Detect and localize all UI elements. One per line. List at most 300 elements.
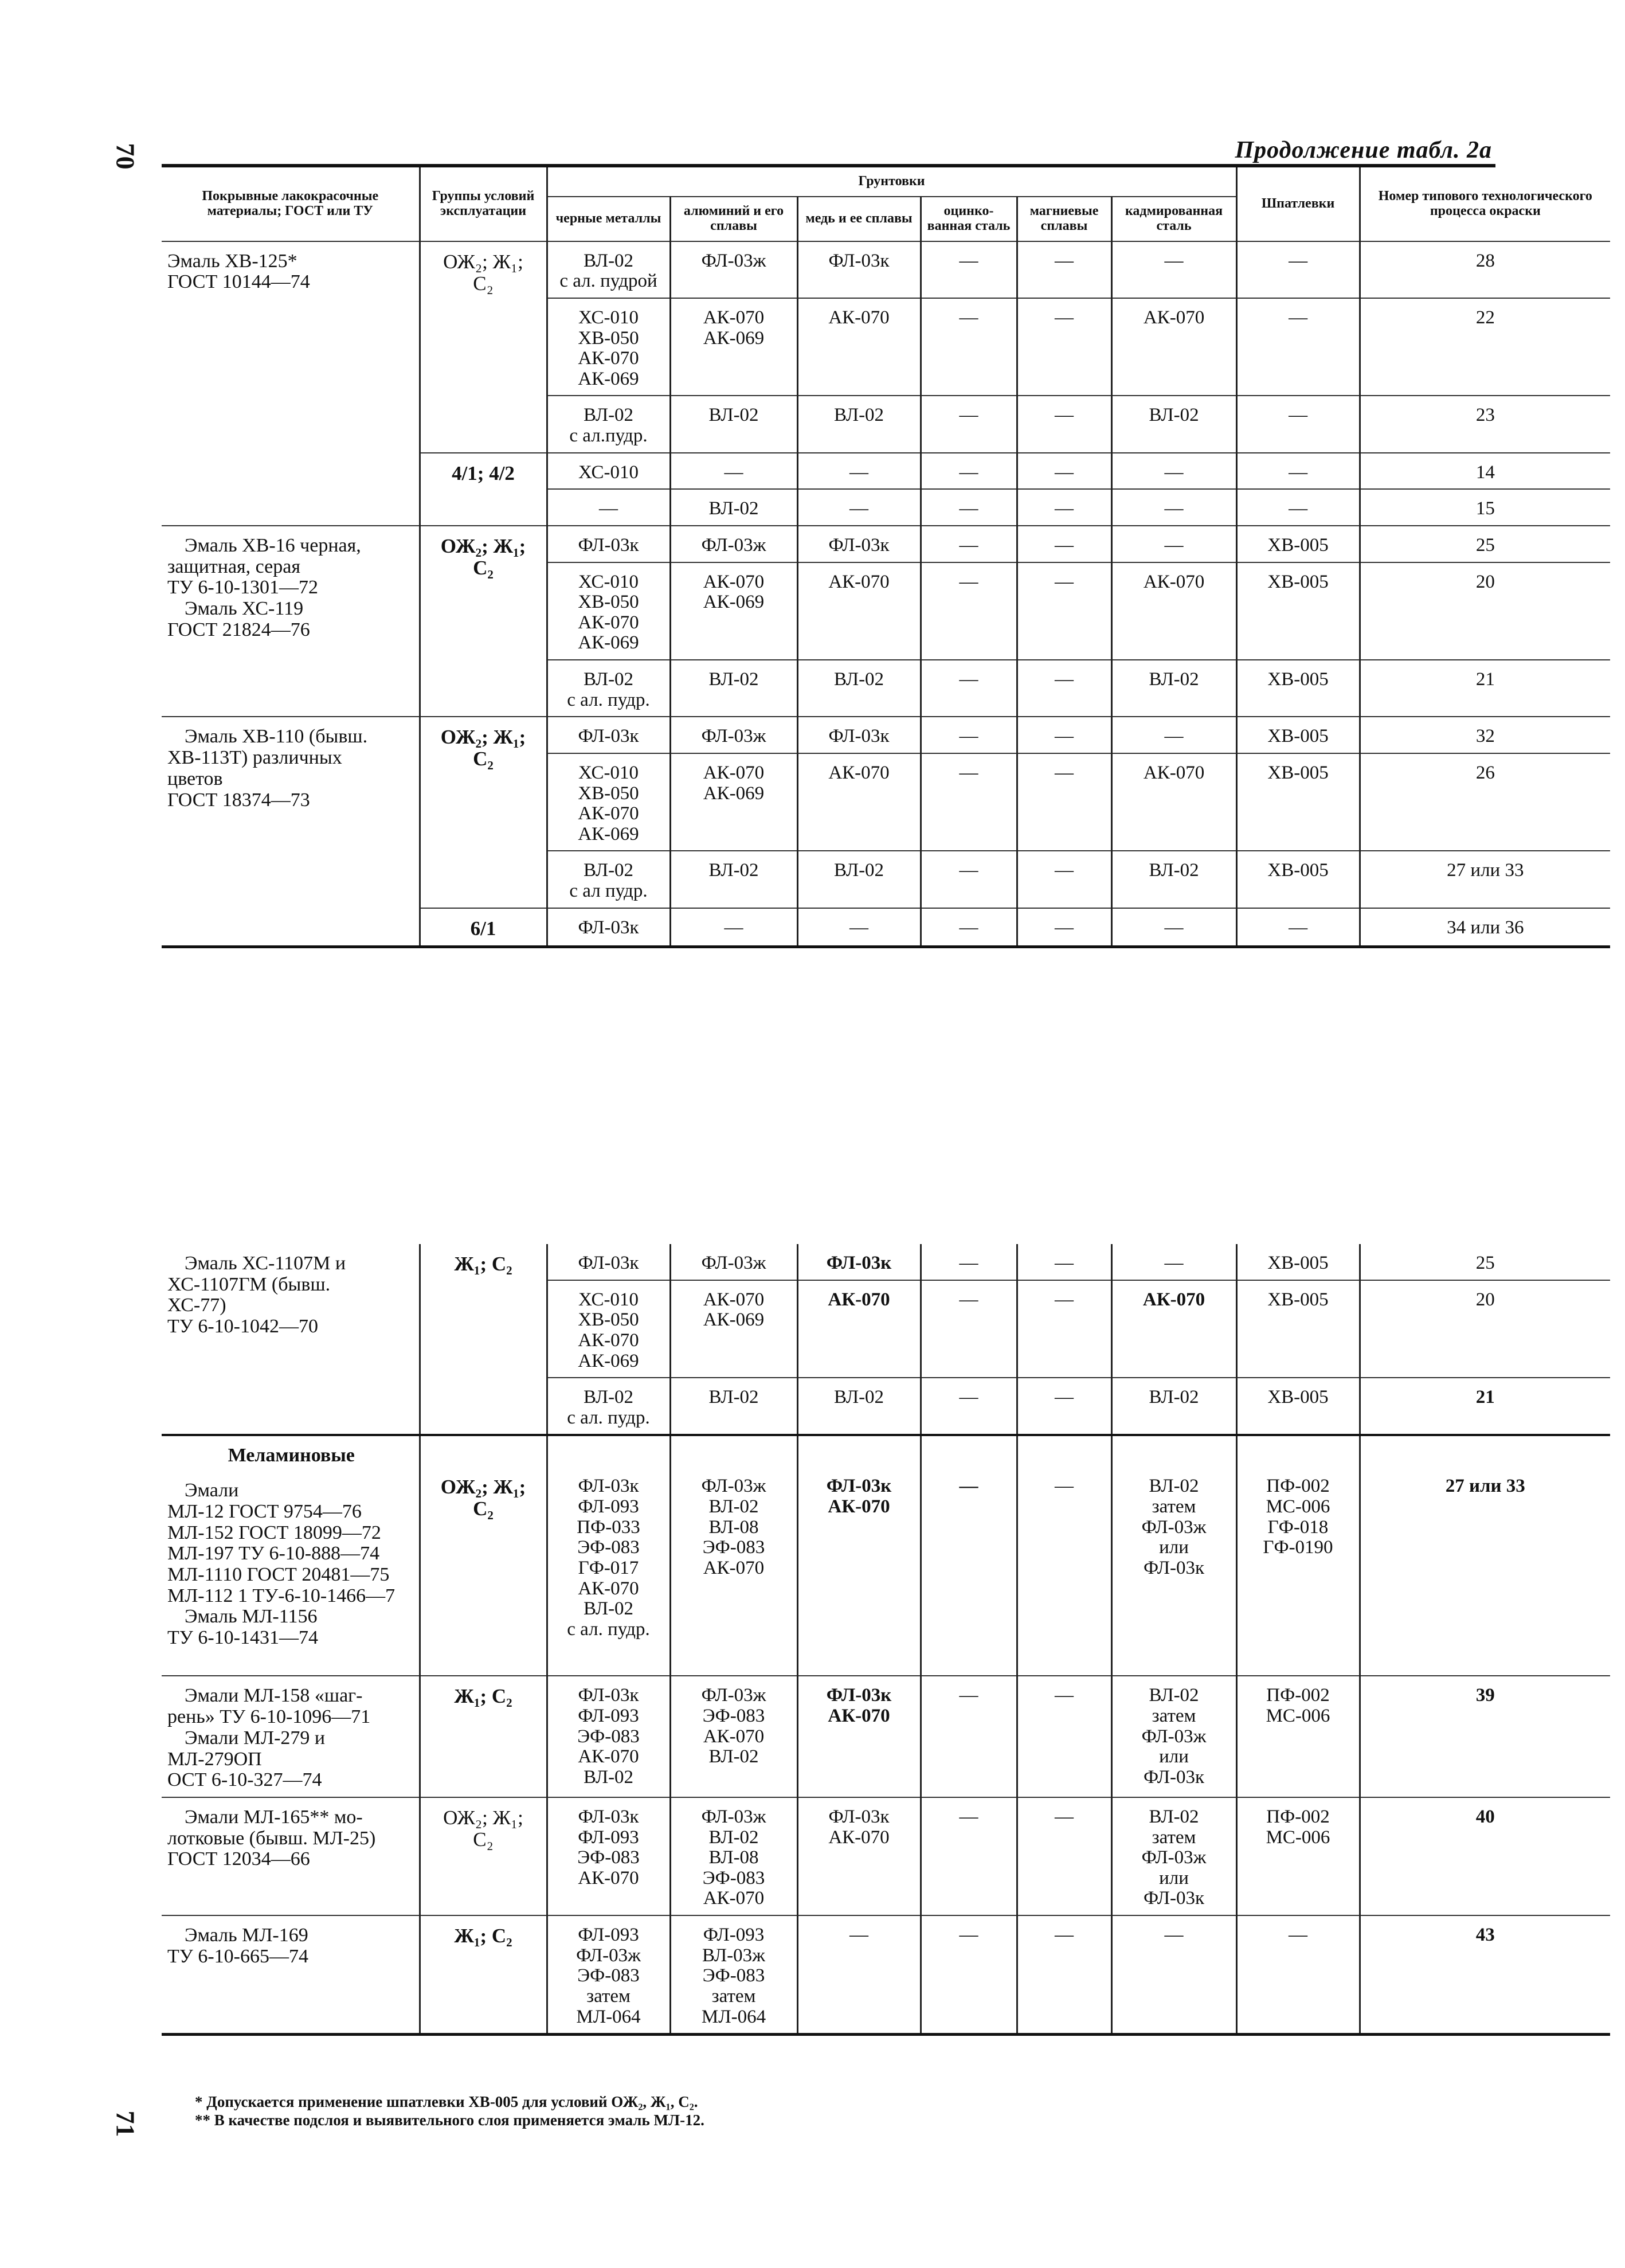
primer-cell: ФЛ-03к [797, 526, 921, 562]
value: ФЛ-03ж [576, 1945, 641, 1966]
material-gost: ТУ 6-10-1301—72 [167, 577, 318, 599]
material-name: МЛ-1110 ГОСТ 20481—75 [167, 1563, 390, 1585]
dash-cell: — [1017, 1797, 1111, 1915]
material-name: цветов [167, 768, 223, 789]
dash-cell: — [1236, 453, 1360, 490]
group-cell [420, 717, 547, 908]
putty-cell: ХВ-005 [1236, 851, 1360, 908]
primer-cell: ВЛ-02 [670, 851, 797, 908]
dash-cell: — [1111, 241, 1236, 298]
value: ФЛ-03к [578, 1685, 639, 1706]
material-cell [162, 1244, 420, 1435]
dash-cell: — [1017, 1244, 1111, 1280]
value: ВЛ-02 [583, 1766, 634, 1788]
table-row [162, 1676, 1610, 1797]
material-gost: ГОСТ 21824—76 [167, 619, 310, 640]
value: ВЛ-02 [1149, 1685, 1199, 1706]
material-gost: ГОСТ 12034—66 [167, 1848, 310, 1870]
value: ФЛ-03к [826, 1685, 892, 1706]
value: ЭФ-083 [702, 1867, 765, 1888]
value: ЭФ-083 [577, 1726, 640, 1747]
value: АК-070 [703, 1289, 765, 1310]
value: АК-070 [703, 1557, 765, 1578]
process-number: 28 [1360, 241, 1610, 298]
value: затем [1152, 1827, 1196, 1848]
primer-cell: ФЛ-03к [797, 241, 921, 298]
value: АК-069 [703, 327, 765, 349]
dash-cell: — [1111, 453, 1236, 490]
material-cell [162, 241, 420, 526]
material-name: Эмали МЛ-165** мо- [185, 1806, 363, 1828]
primer-cell [797, 1435, 921, 1676]
primer-cell: ВЛ-02 [670, 1378, 797, 1435]
group-cell [420, 241, 547, 453]
primer-cell [797, 1797, 921, 1915]
material-name: Эмаль ХВ-110 (бывш. [185, 726, 368, 748]
value: ВЛ-02 [1149, 1476, 1199, 1497]
value: АК-069 [578, 1350, 639, 1371]
col-zinc: оцинко-ванная сталь [921, 197, 1017, 241]
dash-cell: — [1017, 489, 1111, 526]
material-name: Эмаль ХС-119 [185, 598, 304, 620]
value: ФЛ-093 [578, 1496, 639, 1517]
dash-cell: — [1111, 526, 1236, 562]
table-row [162, 1244, 1610, 1280]
value: ВЛ-02 [708, 1827, 759, 1848]
dash-cell: — [1111, 1244, 1236, 1280]
group-text: С₂ [473, 1497, 494, 1520]
material-name: ХС-77) [167, 1295, 226, 1316]
table-row [162, 1435, 1610, 1676]
value: АК-070 [828, 1496, 890, 1517]
primer-cell: ВЛ-02 [1111, 660, 1236, 717]
col-process: Номер типового технологического процесса окраски [1360, 167, 1610, 241]
value: ПФ-033 [577, 1516, 640, 1538]
group-text: ОЖ₂; Ж₁; [440, 726, 526, 749]
dash-cell: — [921, 908, 1017, 947]
primer-cell: АК-070 [797, 1280, 921, 1378]
value: ЭФ-083 [577, 1965, 640, 1987]
primer-cell: ХС-010 [547, 453, 670, 490]
process-number: 21 [1360, 1378, 1610, 1435]
primer-cell: ФЛ-03к [797, 717, 921, 753]
material-cell [162, 1676, 420, 1797]
primer-cell [1111, 1797, 1236, 1915]
material-name: Эмали МЛ-279 и [185, 1727, 326, 1749]
material-name: Эмали МЛ-158 «шаг- [185, 1685, 363, 1707]
process-number: 21 [1360, 660, 1610, 717]
process-number: 22 [1360, 298, 1610, 396]
table-upper [162, 167, 1610, 948]
dash-cell: — [921, 1435, 1017, 1676]
group-text: ОЖ₂; Ж₁; [440, 1476, 526, 1499]
putty-cell [1236, 1676, 1360, 1797]
value: ВЛ-02 [583, 250, 634, 271]
primer-cell [547, 1435, 670, 1676]
table-row [162, 717, 1610, 753]
putty-cell: ХВ-005 [1236, 562, 1360, 660]
group-text: Ж₁; С₂ [420, 1676, 547, 1797]
primer-cell: ФЛ-03к [547, 526, 670, 562]
value: ФЛ-03ж [701, 1685, 766, 1706]
value: ЭФ-083 [702, 1706, 765, 1726]
process-number: 23 [1360, 396, 1610, 452]
footnotes [195, 2093, 704, 2130]
dash-cell: — [1017, 851, 1111, 908]
value: ГФ-0190 [1263, 1537, 1333, 1558]
value: ВЛ-08 [708, 1516, 759, 1538]
value: с ал. пудр. [567, 689, 650, 710]
process-number: 27 или 33 [1360, 1435, 1610, 1676]
primer-cell [547, 396, 670, 452]
primer-cell: АК-070 [797, 562, 921, 660]
value: ПФ-002 [1266, 1806, 1330, 1827]
primer-cell [670, 1797, 797, 1915]
value: АК-070 [578, 803, 639, 824]
value: с ал пудр. [569, 881, 648, 902]
primer-cell [547, 562, 670, 660]
material-gost: ГОСТ 18374—73 [167, 789, 310, 811]
process-number: 27 или 33 [1360, 851, 1610, 908]
dash-cell: — [921, 851, 1017, 908]
value: ХС-010 [578, 571, 639, 592]
group-text: 6/1 [420, 908, 547, 947]
process-number: 43 [1360, 1915, 1610, 2035]
primer-cell: АК-070 [797, 753, 921, 851]
primer-cell [547, 1676, 670, 1797]
dash-cell: — [1111, 1915, 1236, 2035]
table-row [162, 1915, 1610, 2035]
footnote: * Допускается применение шпатлевки ХВ-005 для условий ОЖ₂, Ж₁, С₂. [195, 2093, 698, 2110]
process-number: 25 [1360, 1244, 1610, 1280]
dash-cell: — [1017, 908, 1111, 947]
value: затем [586, 1985, 631, 2007]
value: АК-069 [703, 592, 765, 613]
material-name: МЛ-152 ГОСТ 18099—72 [167, 1522, 381, 1543]
dash-cell: — [921, 1797, 1017, 1915]
material-cell [162, 1915, 420, 2035]
primer-cell: ВЛ-02 [670, 660, 797, 717]
table-row [162, 526, 1610, 562]
dash-cell: — [921, 1676, 1017, 1797]
value: или [1159, 1746, 1189, 1768]
dash-cell: — [1017, 1280, 1111, 1378]
value: АК-070 [703, 762, 765, 783]
dash-cell: — [547, 489, 670, 526]
putty-cell: ХВ-005 [1236, 660, 1360, 717]
value: ВЛ-02 [583, 860, 634, 881]
dash-cell: — [670, 453, 797, 490]
primer-cell: ВЛ-02 [797, 1378, 921, 1435]
value: ЭФ-083 [702, 1537, 765, 1558]
value: или [1159, 1537, 1189, 1558]
value: МЛ-064 [701, 2006, 766, 2027]
dash-cell: — [921, 753, 1017, 851]
value: ВЛ-02 [583, 669, 634, 690]
value: с ал. пудрой [559, 271, 657, 292]
material-gost: ТУ 6-10-1042—70 [167, 1316, 318, 1338]
primer-cell [547, 241, 670, 298]
dash-cell: — [921, 562, 1017, 660]
primer-cell [547, 1280, 670, 1378]
col-groups: Группы условий эксплуатации [420, 167, 547, 241]
process-number: 20 [1360, 1280, 1610, 1378]
value: ВЛ-02 [583, 1598, 634, 1620]
primer-cell: ВЛ-02 [1111, 1378, 1236, 1435]
dash-cell: — [797, 489, 921, 526]
primer-cell [547, 1915, 670, 2035]
primer-cell: ВЛ-02 [797, 660, 921, 717]
value: ПФ-002 [1266, 1476, 1330, 1497]
material-name: лотковые (бывш. МЛ-25) [167, 1827, 376, 1849]
value: АК-070 [828, 1827, 890, 1848]
dash-cell: — [1017, 562, 1111, 660]
material-gost: ТУ 6-10-665—74 [167, 1945, 308, 1967]
table-row [162, 241, 1610, 298]
primer-cell [670, 1435, 797, 1676]
table-row [162, 1797, 1610, 1915]
dash-cell: — [921, 396, 1017, 452]
value: ХС-010 [578, 1289, 639, 1310]
primer-cell: ВЛ-02 [797, 396, 921, 452]
dash-cell: — [1017, 1435, 1111, 1676]
dash-cell: — [1111, 489, 1236, 526]
value: ФЛ-03ж [1141, 1516, 1207, 1538]
process-number: 25 [1360, 526, 1610, 562]
primer-cell [1111, 1676, 1236, 1797]
primer-cell [670, 562, 797, 660]
value: ФЛ-03к [578, 1806, 639, 1827]
value: ВЛ-02 [708, 1746, 759, 1768]
primer-cell: ФЛ-03ж [670, 1244, 797, 1280]
value: МС-006 [1266, 1706, 1330, 1726]
primer-cell: ВЛ-02 [797, 851, 921, 908]
dash-cell: — [1236, 489, 1360, 526]
group-text: С₂ [473, 748, 494, 771]
material-gost: ОСТ 6-10-327—74 [167, 1769, 322, 1791]
material-cell [162, 1797, 420, 1915]
value: АК-069 [703, 1309, 765, 1331]
dash-cell: — [1236, 1915, 1360, 2035]
process-number: 34 или 36 [1360, 908, 1610, 947]
dash-cell: — [921, 489, 1017, 526]
material-name: МЛ-279ОП [167, 1748, 262, 1770]
process-number: 40 [1360, 1797, 1610, 1915]
dash-cell: — [1017, 298, 1111, 396]
material-name: Эмаль МЛ-1156 [185, 1606, 318, 1628]
dash-cell: — [921, 717, 1017, 753]
putty-cell: ХВ-005 [1236, 526, 1360, 562]
primer-cell [1111, 1435, 1236, 1676]
process-number: 39 [1360, 1676, 1610, 1797]
value: АК-070 [578, 348, 639, 369]
value: ФЛ-03ж [701, 1806, 766, 1827]
group-text: 4/1; 4/2 [420, 453, 547, 526]
dash-cell: — [1236, 241, 1360, 298]
value: АК-070 [578, 1867, 639, 1888]
process-number: 14 [1360, 453, 1610, 490]
dash-cell: — [1017, 453, 1111, 490]
col-cadmium: кадмированная сталь [1111, 197, 1236, 241]
primer-cell: ВЛ-02 [1111, 396, 1236, 452]
dash-cell: — [1236, 396, 1360, 452]
value: ЭФ-083 [702, 1965, 765, 1987]
value: ХС-010 [578, 762, 639, 783]
primer-cell [547, 753, 670, 851]
dash-cell: — [1017, 717, 1111, 753]
value: АК-070 [703, 571, 765, 592]
value: ХВ-050 [578, 592, 639, 613]
table-lower [162, 1244, 1610, 2036]
value: АК-069 [578, 368, 639, 389]
value: АК-070 [828, 1706, 890, 1726]
material-name: МЛ-197 ТУ 6-10-888—74 [167, 1543, 380, 1565]
value: ФЛ-03ж [1141, 1726, 1207, 1747]
value: с ал. пудр. [567, 1407, 650, 1428]
col-copper: медь и ее сплавы [797, 197, 921, 241]
value: ФЛ-03к [828, 1806, 890, 1827]
col-primers: Грунтовки [547, 167, 1236, 197]
value: АК-069 [578, 632, 639, 654]
group-cell [420, 1435, 547, 1676]
material-name: Эмаль ХС-1107М и [185, 1253, 346, 1274]
dash-cell: — [921, 298, 1017, 396]
primer-cell: ФЛ-03к [797, 1244, 921, 1280]
value: ХС-010 [578, 307, 639, 328]
process-number: 20 [1360, 562, 1610, 660]
value: ВЛ-02 [583, 1387, 634, 1408]
value: АК-070 [578, 1746, 639, 1768]
dash-cell: — [1017, 660, 1111, 717]
group-text: Ж₁; С₂ [420, 1244, 547, 1435]
process-number: 26 [1360, 753, 1610, 851]
primer-cell: ФЛ-03к [547, 717, 670, 753]
putty-cell [1236, 1797, 1360, 1915]
value: ЭФ-083 [577, 1537, 640, 1558]
material-name: Эмаль ХВ-125* [167, 250, 297, 272]
value: с ал. пудр. [567, 1618, 650, 1640]
dash-cell: — [1017, 396, 1111, 452]
value: ФЛ-093 [578, 1706, 639, 1726]
value: АК-070 [578, 1329, 639, 1351]
putty-cell: ХВ-005 [1236, 1280, 1360, 1378]
putty-cell: ХВ-005 [1236, 753, 1360, 851]
dash-cell: — [921, 1280, 1017, 1378]
footnote: ** В качестве подслоя и выявительного слоя применяется эмаль МЛ-12. [195, 2111, 704, 2129]
dash-cell: — [921, 453, 1017, 490]
group-text: ОЖ₂; Ж₁; [443, 1806, 523, 1829]
dash-cell: — [921, 526, 1017, 562]
value: АК-070 [703, 1726, 765, 1747]
material-name: Эмаль МЛ-169 [185, 1925, 308, 1946]
value: МС-006 [1266, 1827, 1330, 1848]
value: АК-070 [703, 1888, 765, 1909]
value: АК-069 [703, 783, 765, 804]
material-gost: ТУ 6-10-1431—74 [167, 1627, 318, 1649]
group-text: Ж₁; С₂ [420, 1915, 547, 2035]
dash-cell: — [921, 1378, 1017, 1435]
value: или [1159, 1867, 1189, 1888]
putty-cell: ХВ-005 [1236, 1378, 1360, 1435]
table-heading: Продолжение табл. 2а [1235, 137, 1492, 163]
value: ФЛ-03к [826, 1476, 892, 1497]
value: ПФ-002 [1266, 1685, 1330, 1706]
value: ХВ-050 [578, 1309, 639, 1331]
page-number-bottom: 71 [111, 2110, 140, 2137]
col-black: черные металлы [547, 197, 670, 241]
material-name: Эмали [185, 1480, 239, 1501]
group-cell [420, 1797, 547, 1915]
value: ФЛ-03к [1144, 1557, 1204, 1578]
value: ВЛ-02 [583, 405, 634, 426]
primer-cell: ФЛ-03к [547, 1244, 670, 1280]
primer-cell: ФЛ-03к [547, 908, 670, 947]
value: с ал.пудр. [569, 425, 648, 447]
primer-cell [547, 298, 670, 396]
putty-cell [1236, 1435, 1360, 1676]
section-title: Меламиновые [228, 1445, 355, 1467]
dash-cell: — [1017, 526, 1111, 562]
group-text: ОЖ₂; Ж₁; [440, 534, 526, 557]
group-text: С₂ [473, 556, 494, 579]
material-cell [162, 717, 420, 947]
value: ГФ-018 [1267, 1516, 1329, 1538]
value: ВЛ-08 [708, 1847, 759, 1868]
primer-cell: ВЛ-02 [670, 396, 797, 452]
value: ФЛ-093 [578, 1925, 639, 1946]
dash-cell: — [797, 908, 921, 947]
material-cell [162, 526, 420, 717]
dash-cell: — [1017, 1676, 1111, 1797]
primer-cell: ФЛ-03ж [670, 717, 797, 753]
value: ФЛ-03к [1144, 1766, 1204, 1788]
dash-cell: — [921, 660, 1017, 717]
value: АК-069 [578, 823, 639, 844]
material-name: защитная, серая [167, 556, 301, 577]
header-row-1 [162, 167, 1610, 197]
dash-cell: — [797, 1915, 921, 2035]
primer-cell [670, 1676, 797, 1797]
dash-cell: — [1017, 1915, 1111, 2035]
value: ФЛ-03к [578, 1476, 639, 1497]
value: затем [711, 1985, 756, 2007]
col-material: Покрывные лакокрасочные материалы; ГОСТ или ТУ [162, 167, 420, 241]
dash-cell: — [1236, 298, 1360, 396]
material-gost: ГОСТ 10144—74 [167, 271, 310, 293]
primer-cell [670, 298, 797, 396]
value: ВЛ-02 [1149, 1806, 1199, 1827]
primer-cell: ВЛ-02 [1111, 851, 1236, 908]
dash-cell: — [1111, 908, 1236, 947]
primer-cell: АК-070 [1111, 298, 1236, 396]
value: ФЛ-093 [703, 1925, 765, 1946]
primer-cell: АК-070 [1111, 562, 1236, 660]
group-text: С₂ [473, 1828, 494, 1851]
value: ФЛ-093 [578, 1827, 639, 1848]
col-putty: Шпатлевки [1236, 167, 1360, 241]
dash-cell: — [921, 241, 1017, 298]
dash-cell: — [1017, 1378, 1111, 1435]
primer-cell [670, 753, 797, 851]
value: ХВ-050 [578, 783, 639, 804]
value: ХВ-050 [578, 327, 639, 349]
dash-cell: — [1236, 908, 1360, 947]
primer-cell: АК-070 [797, 298, 921, 396]
primer-cell [670, 1280, 797, 1378]
value: ВЛ-02 [708, 1496, 759, 1517]
page-number-top: 70 [111, 143, 140, 170]
value: ФЛ-03ж [1141, 1847, 1207, 1868]
